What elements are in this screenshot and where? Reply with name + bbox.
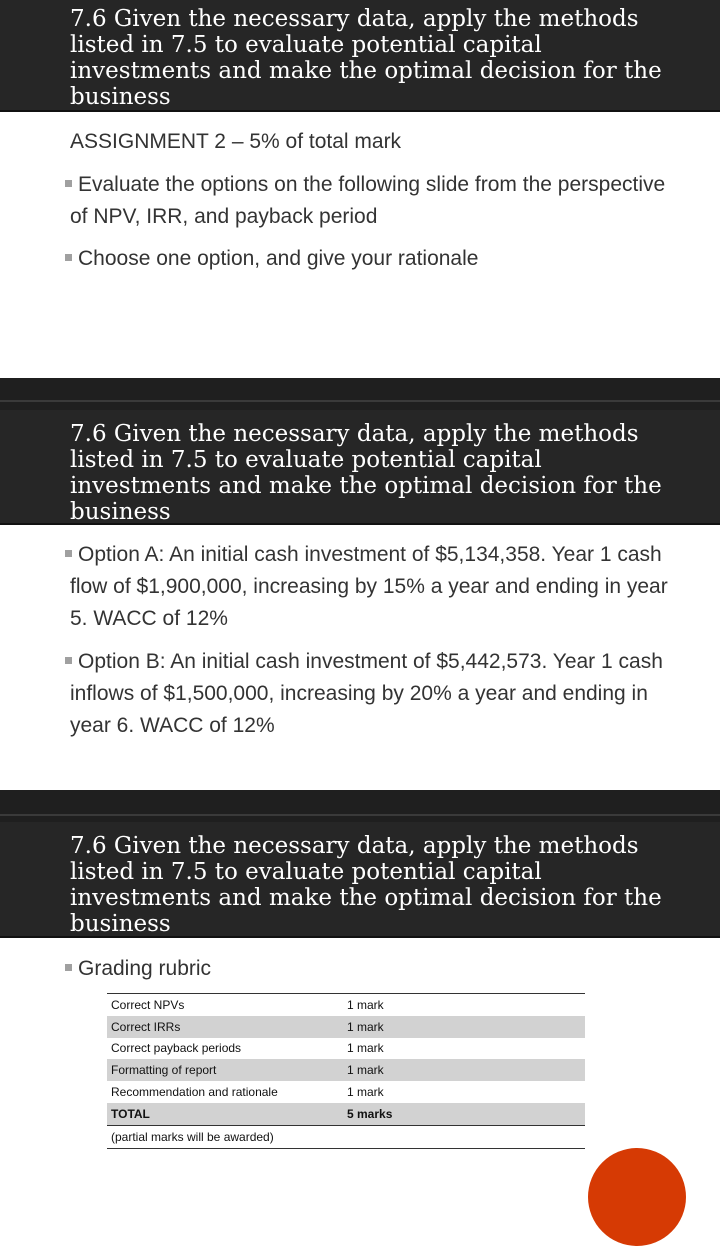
total-row: TOTAL 5 marks (107, 1103, 585, 1125)
slide-3-bullet-1: Grading rubric (70, 953, 670, 985)
slide-3-title-band (0, 822, 720, 938)
slide-2-title: 7.6 Given the necessary data, apply the methods listed in 7.5 to evaluate potential capital investments and make the optimal decision for the business (70, 421, 662, 525)
slide-2-bullet-1: Option A: An initial cash investment of $5,134,358. Year 1 cash flow of $1,900,000, increasing by 15% a year and ending in year 5. WACC of 12% (70, 539, 670, 635)
slide-1-title: 7.6 Given the necessary data, apply the methods listed in 7.5 to evaluate potential capital investments and make the optimal decision for the business (70, 6, 662, 110)
slide-1-bullet-1: Evaluate the options on the following slide from the perspective of NPV, IRR, and payback period (70, 169, 670, 233)
bullet-square-icon (65, 254, 72, 261)
slide-1-title-band (0, 0, 720, 112)
slide-1 (0, 0, 720, 378)
slide-1-bullet-2: Choose one option, and give your rationale (70, 243, 670, 275)
slide-2-bullet-2: Option B: An initial cash investment of $5,442,573. Year 1 cash inflows of $1,500,000, increasing by 20% a year and ending in year 6. WACC of 12% (70, 646, 670, 742)
bullet-square-icon (65, 964, 72, 971)
grading-rubric-table (107, 993, 585, 1149)
table-row: Correct IRRs 1 mark (107, 1016, 585, 1038)
bullet-square-icon (65, 657, 72, 664)
slide-separator-2 (0, 790, 720, 822)
slide-separator-1 (0, 378, 720, 410)
table-row: Recommendation and rationale 1 mark (111, 1085, 384, 1100)
orange-circle-decoration (588, 1148, 686, 1246)
assignment-heading: ASSIGNMENT 2 – 5% of total mark (70, 130, 402, 153)
bullet-square-icon (65, 550, 72, 557)
slide-2-title-band (0, 410, 720, 525)
slide-3-title: 7.6 Given the necessary data, apply the methods listed in 7.5 to evaluate potential capital investments and make the optimal decision for the business (70, 833, 662, 937)
bullet-square-icon (65, 180, 72, 187)
note-row: (partial marks will be awarded) (107, 1125, 585, 1148)
table-row: Correct payback periods 1 mark (111, 1041, 384, 1056)
slide-2 (0, 410, 720, 790)
table-row: Correct NPVs 1 mark (111, 997, 384, 1012)
table-row: Formatting of report 1 mark (107, 1059, 585, 1081)
